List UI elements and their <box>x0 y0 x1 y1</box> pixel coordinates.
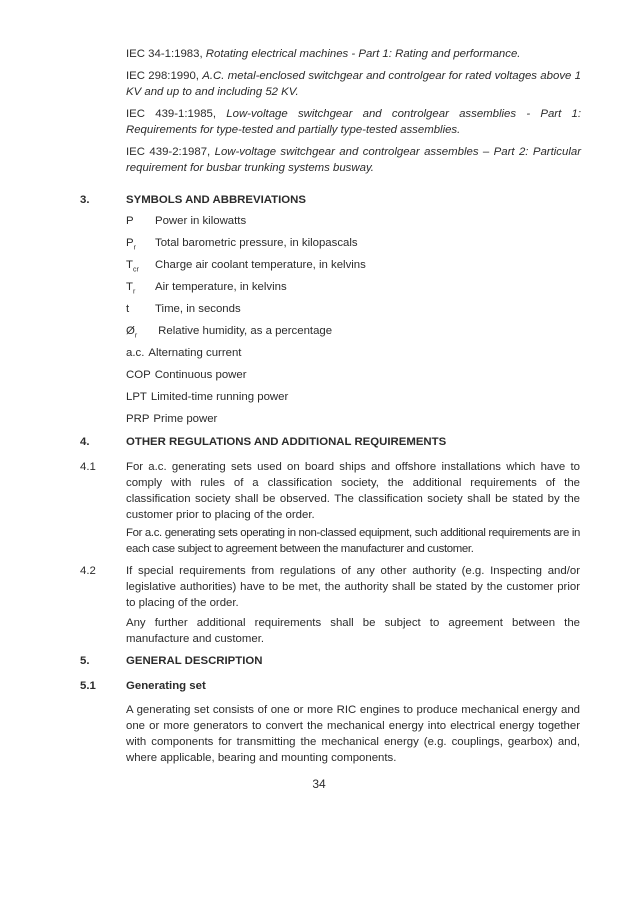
reference-iec-439-2 <box>126 144 581 176</box>
symbol-description: Prime power <box>153 413 218 425</box>
symbol-row <box>126 257 366 278</box>
subsection-number: 5.1 <box>80 680 96 692</box>
paragraph-4-2-b <box>80 615 580 647</box>
section-title: GENERAL DESCRIPTION <box>126 655 263 667</box>
symbol-description: Charge air coolant temperature, in kelvins <box>155 259 366 271</box>
section-heading-4 <box>80 434 446 450</box>
symbol: $P_r$ <box>126 237 136 252</box>
symbol-description: Power in kilowatts <box>155 215 247 227</box>
reference-title: Low-voltage switchgear and controlgear assemblies - Part 1: Requirements for type-tested and partially type-tested assemblies. <box>126 108 581 136</box>
reference-iec-439-1 <box>126 106 581 138</box>
symbol-row <box>126 389 288 410</box>
symbol: t <box>126 303 130 315</box>
symbol-description: Total barometric pressure, in kilopascals <box>155 237 358 249</box>
symbol-row <box>126 367 247 388</box>
subsection-title: Generating set <box>126 680 206 692</box>
symbol-row <box>126 213 246 234</box>
reference-iec-298 <box>126 68 581 100</box>
paragraph-text: For a.c. generating sets used on board ships and offshore installations which have to comply with rules of a classification society, the additional requirements of the classification society shall be observed. The classification society shall be stated by the customer prior to placing of the order. <box>126 461 580 521</box>
symbol-description: Relative humidity, as a percentage <box>155 325 333 337</box>
paragraph-number: 4.1 <box>80 461 96 473</box>
reference-title: Low-voltage switchgear and controlgear assembles – Part 2: Particular requirement for busbar trunking systems busway. <box>126 146 581 174</box>
symbol: a.c. <box>126 347 145 359</box>
symbol-description: Continuous power <box>154 369 247 381</box>
symbol-description: Alternating current <box>148 347 242 359</box>
reference-code: IEC 34-1:1983, <box>126 48 203 60</box>
symbol-row <box>126 279 287 300</box>
symbol-row <box>126 235 358 256</box>
paragraph-4-2 <box>80 563 580 611</box>
paragraph-text: A generating set consists of one or more RIC engines to produce mechanical energy and one or more generators to convert the mechanical energy into electrical energy together with components for transmitting the mechanical energy (e.g. couplings, gearbox) and, where applicable, bearing and mounting components. <box>126 704 580 764</box>
reference-code: IEC 439-2:1987, <box>126 146 211 158</box>
page-number: 34 <box>312 777 326 791</box>
section-number: 4. <box>80 436 90 448</box>
reference-title: A.C. metal-enclosed switchgear and controlgear for rated voltages above 1 KV and up to and including 52 KV. <box>126 70 581 98</box>
section-title: SYMBOLS AND ABBREVIATIONS <box>126 194 306 206</box>
paragraph-number: 4.2 <box>80 565 96 577</box>
paragraph-5-1 <box>80 702 580 766</box>
section-number: 3. <box>80 194 90 206</box>
reference-iec-34-1 <box>126 46 581 62</box>
symbol-row <box>126 345 241 366</box>
symbol-row <box>126 323 332 344</box>
symbol-row <box>126 411 217 432</box>
symbol: PRP <box>126 413 150 425</box>
section-number: 5. <box>80 655 90 667</box>
symbol-description: Air temperature, in kelvins <box>155 281 287 293</box>
reference-title: Rotating electrical machines - Part 1: Rating and performance. <box>205 48 521 60</box>
reference-code: IEC 439-1:1985, <box>126 108 217 120</box>
symbol-row <box>126 301 241 322</box>
paragraph-text: For a.c. generating sets operating in non-classed equipment, such additional requirements are in each case subject to agreement between the manufacturer and customer. <box>126 527 580 555</box>
section-title: OTHER REGULATIONS AND ADDITIONAL REQUIREMENTS <box>126 436 447 448</box>
paragraph-4-1-b <box>80 525 580 557</box>
paragraph-text: If special requirements from regulations of any other authority (e.g. Inspecting and/or legislative authorities) have to be met, the authority shall be stated by the customer prior to placing of the order. <box>126 565 580 609</box>
paragraph-text: Any further additional requirements shall be subject to agreement between the manufacture and customer. <box>126 617 580 645</box>
symbol: $T_r$ <box>126 281 136 296</box>
symbol-description: Limited-time running power <box>150 391 289 403</box>
paragraph-4-1 <box>80 459 580 523</box>
symbol: LPT <box>126 391 147 403</box>
reference-code: IEC 298:1990, <box>126 70 199 82</box>
symbol: $T_{cr}$ <box>126 259 139 274</box>
symbol-description: Time, in seconds <box>155 303 241 315</box>
symbol: P <box>126 215 134 227</box>
section-heading-5 <box>80 653 263 669</box>
symbol: $Ø_r$ <box>126 325 138 340</box>
symbol: COP <box>126 369 151 381</box>
section-heading-3 <box>80 192 306 208</box>
subsection-heading-5-1 <box>80 678 206 694</box>
